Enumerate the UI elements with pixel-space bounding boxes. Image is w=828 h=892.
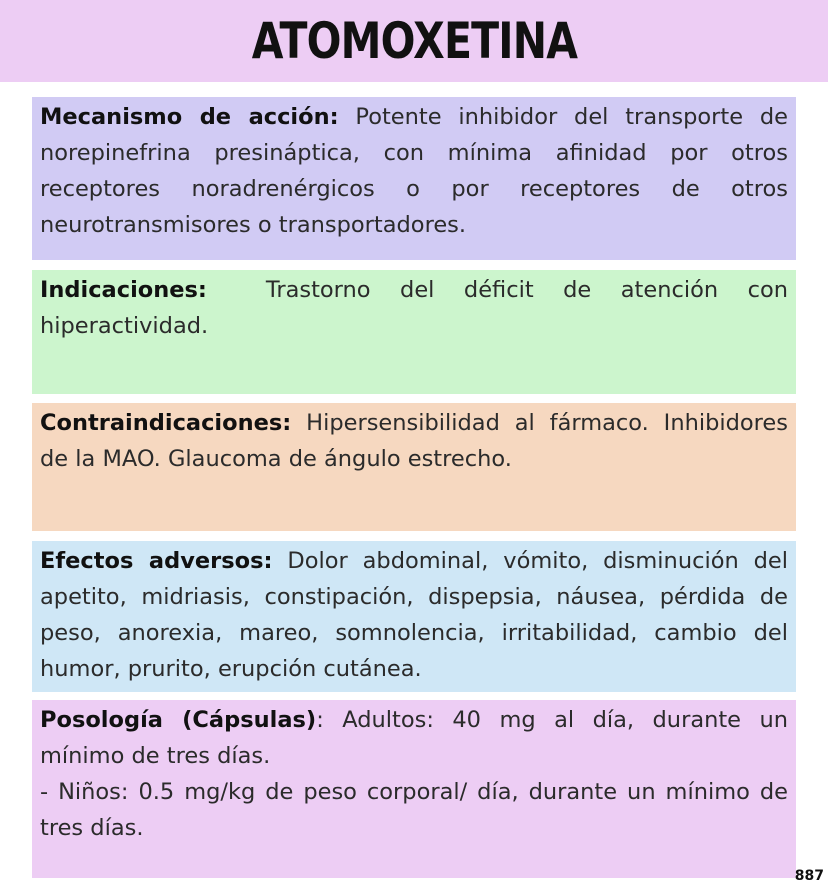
section-efectos-adversos bbox=[32, 541, 796, 692]
section-posologia-label: Posología (Cápsulas) bbox=[40, 707, 317, 733]
section-indicaciones bbox=[32, 270, 796, 394]
section-indicaciones-paragraph bbox=[40, 272, 796, 344]
section-efectos-label: Efectos adversos: bbox=[40, 548, 273, 574]
section-mecanismo-label: Mecanismo de acción: bbox=[40, 104, 339, 130]
section-mecanismo-paragraph bbox=[40, 99, 788, 243]
title-bar bbox=[0, 0, 828, 82]
section-posologia-ninos: - Niños: 0.5 mg/kg de peso corporal/ día, durante un mínimo de tres días. bbox=[40, 779, 788, 841]
section-efectos-text: Dolor abdominal, vómito, disminución del apetito, midriasis, constipación, dispepsia, náusea, pérdida de peso, anorexia, mareo, somnolencia, irritabilidad, cambio del humor, prurito, erupción cutánea. bbox=[40, 548, 788, 682]
section-posologia bbox=[32, 700, 796, 878]
section-contraindicaciones-paragraph bbox=[40, 405, 788, 477]
page-title: ATOMOXETINA bbox=[251, 12, 577, 70]
section-contraindicaciones-label: Contraindicaciones: bbox=[40, 410, 292, 436]
section-mecanismo-text: Potente inhibidor del transporte de norepinefrina presináptica, con mínima afinidad por otros receptores noradrenérgicos o por receptores de otros neurotransmisores o transportadores. bbox=[40, 104, 788, 238]
section-posologia-text: : Adultos: 40 mg al día, durante un mínimo de tres días. bbox=[40, 707, 789, 769]
section-efectos-paragraph bbox=[40, 543, 788, 687]
section-contraindicaciones bbox=[32, 403, 796, 531]
page-number: 887 bbox=[794, 868, 824, 884]
section-indicaciones-text: Trastorno del déficit de atención con hiperactividad. bbox=[40, 277, 796, 339]
section-contraindicaciones-text: Hipersensibilidad al fármaco. Inhibidores de la MAO. Glaucoma de ángulo estrecho. bbox=[40, 410, 788, 472]
section-posologia-paragraph bbox=[40, 702, 788, 774]
section-indicaciones-label: Indicaciones: bbox=[40, 277, 207, 303]
section-mecanismo bbox=[32, 97, 796, 260]
